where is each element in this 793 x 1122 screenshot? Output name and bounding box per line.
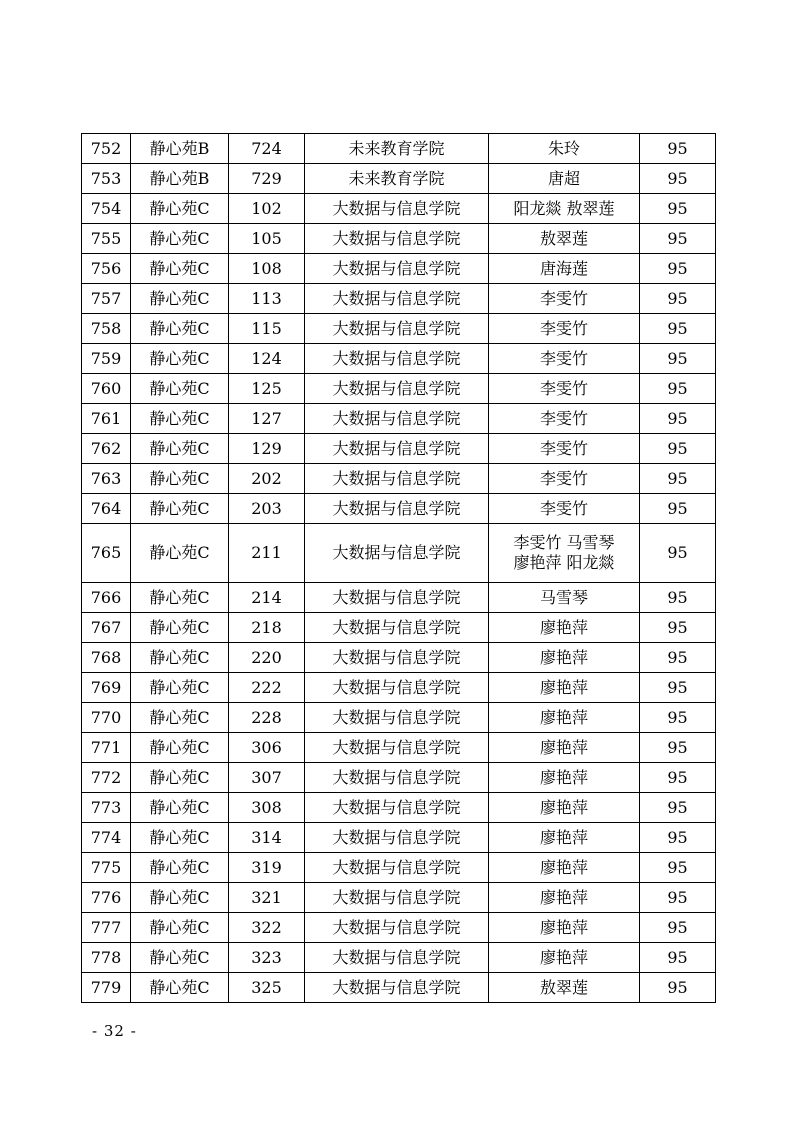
name-line: 李雯竹 马雪琴 (513, 533, 615, 552)
college-cell: 大数据与信息学院 (305, 494, 489, 524)
row-number-cell: 779 (82, 973, 131, 1003)
building-cell: 静心苑C (131, 434, 229, 464)
name-line: 廖艳萍 (539, 737, 588, 757)
room-cell: 222 (229, 673, 305, 703)
room-cell: 129 (229, 434, 305, 464)
name-line: 唐超 (547, 168, 580, 188)
row-number-cell: 753 (82, 164, 131, 194)
row-number-cell: 764 (82, 494, 131, 524)
college-cell: 大数据与信息学院 (305, 763, 489, 793)
score-cell: 95 (640, 853, 716, 883)
score-cell: 95 (640, 763, 716, 793)
room-cell: 228 (229, 703, 305, 733)
college-cell: 大数据与信息学院 (305, 284, 489, 314)
row-number-cell: 776 (82, 883, 131, 913)
table-row (82, 494, 716, 524)
college-cell: 未来教育学院 (305, 134, 489, 164)
row-number-cell: 775 (82, 853, 131, 883)
row-number-cell: 765 (82, 524, 131, 583)
table-row (82, 254, 716, 284)
row-number-cell: 762 (82, 434, 131, 464)
building-cell: 静心苑C (131, 583, 229, 613)
score-cell: 95 (640, 434, 716, 464)
name-line: 李雯竹 (539, 378, 588, 398)
names-cell (489, 643, 640, 673)
name-line: 马雪琴 (539, 587, 588, 607)
college-cell: 大数据与信息学院 (305, 673, 489, 703)
building-cell: 静心苑C (131, 673, 229, 703)
names-cell (489, 224, 640, 254)
names-cell (489, 254, 640, 284)
row-number-cell: 770 (82, 703, 131, 733)
college-cell: 大数据与信息学院 (305, 583, 489, 613)
table-row (82, 613, 716, 643)
college-cell: 大数据与信息学院 (305, 254, 489, 284)
name-line: 敖翠莲 (539, 228, 588, 248)
row-number-cell: 755 (82, 224, 131, 254)
room-cell: 220 (229, 643, 305, 673)
page-number: - 32 - (92, 1022, 137, 1040)
table-row (82, 763, 716, 793)
table-row (82, 464, 716, 494)
building-cell: 静心苑B (131, 134, 229, 164)
name-line: 廖艳萍 (539, 947, 588, 967)
college-cell: 大数据与信息学院 (305, 404, 489, 434)
dorm-score-table (81, 133, 716, 1003)
college-cell: 大数据与信息学院 (305, 194, 489, 224)
table-row (82, 883, 716, 913)
college-cell: 大数据与信息学院 (305, 733, 489, 763)
room-cell: 724 (229, 134, 305, 164)
college-cell: 大数据与信息学院 (305, 703, 489, 733)
building-cell: 静心苑C (131, 793, 229, 823)
building-cell: 静心苑C (131, 733, 229, 763)
row-number-cell: 768 (82, 643, 131, 673)
name-line: 李雯竹 (539, 408, 588, 428)
building-cell: 静心苑C (131, 613, 229, 643)
room-cell: 319 (229, 853, 305, 883)
names-cell (489, 673, 640, 703)
name-line: 廖艳萍 (539, 677, 588, 697)
row-number-cell: 777 (82, 913, 131, 943)
building-cell: 静心苑C (131, 224, 229, 254)
room-cell: 307 (229, 763, 305, 793)
table-row (82, 853, 716, 883)
building-cell: 静心苑C (131, 464, 229, 494)
room-cell: 211 (229, 524, 305, 583)
name-line: 阳龙燚 敖翠莲 (513, 198, 615, 218)
college-cell: 未来教育学院 (305, 164, 489, 194)
table-row (82, 703, 716, 733)
college-cell: 大数据与信息学院 (305, 913, 489, 943)
names-cell (489, 494, 640, 524)
table-row (82, 823, 716, 853)
college-cell: 大数据与信息学院 (305, 883, 489, 913)
score-cell: 95 (640, 374, 716, 404)
row-number-cell: 754 (82, 194, 131, 224)
score-cell: 95 (640, 134, 716, 164)
college-cell: 大数据与信息学院 (305, 224, 489, 254)
table-row (82, 284, 716, 314)
names-cell (489, 524, 640, 583)
score-cell: 95 (640, 254, 716, 284)
room-cell: 202 (229, 464, 305, 494)
room-cell: 322 (229, 913, 305, 943)
names-cell (489, 404, 640, 434)
room-cell: 306 (229, 733, 305, 763)
score-cell: 95 (640, 673, 716, 703)
building-cell: 静心苑C (131, 763, 229, 793)
college-cell: 大数据与信息学院 (305, 524, 489, 583)
table-row (82, 434, 716, 464)
building-cell: 静心苑B (131, 164, 229, 194)
score-cell: 95 (640, 613, 716, 643)
names-cell (489, 314, 640, 344)
college-cell: 大数据与信息学院 (305, 853, 489, 883)
building-cell: 静心苑C (131, 254, 229, 284)
college-cell: 大数据与信息学院 (305, 643, 489, 673)
names-cell (489, 943, 640, 973)
building-cell: 静心苑C (131, 883, 229, 913)
score-cell: 95 (640, 464, 716, 494)
row-number-cell: 769 (82, 673, 131, 703)
table-row (82, 524, 716, 583)
name-line: 敖翠莲 (539, 977, 588, 997)
score-cell: 95 (640, 164, 716, 194)
name-line: 廖艳萍 (539, 707, 588, 727)
college-cell: 大数据与信息学院 (305, 793, 489, 823)
score-cell: 95 (640, 643, 716, 673)
name-line: 李雯竹 (539, 288, 588, 308)
row-number-cell: 759 (82, 344, 131, 374)
building-cell: 静心苑C (131, 284, 229, 314)
row-number-cell: 756 (82, 254, 131, 284)
row-number-cell: 773 (82, 793, 131, 823)
room-cell: 105 (229, 224, 305, 254)
table-row (82, 404, 716, 434)
names-cell (489, 913, 640, 943)
score-cell: 95 (640, 524, 716, 583)
row-number-cell: 763 (82, 464, 131, 494)
table-row (82, 793, 716, 823)
room-cell: 214 (229, 583, 305, 613)
room-cell: 124 (229, 344, 305, 374)
room-cell: 115 (229, 314, 305, 344)
row-number-cell: 760 (82, 374, 131, 404)
row-number-cell: 772 (82, 763, 131, 793)
room-cell: 203 (229, 494, 305, 524)
table-row (82, 224, 716, 254)
building-cell: 静心苑C (131, 404, 229, 434)
names-cell (489, 793, 640, 823)
college-cell: 大数据与信息学院 (305, 464, 489, 494)
room-cell: 127 (229, 404, 305, 434)
table-row (82, 943, 716, 973)
college-cell: 大数据与信息学院 (305, 434, 489, 464)
score-cell: 95 (640, 943, 716, 973)
name-line: 李雯竹 (539, 438, 588, 458)
room-cell: 218 (229, 613, 305, 643)
room-cell: 729 (229, 164, 305, 194)
names-cell (489, 434, 640, 464)
building-cell: 静心苑C (131, 943, 229, 973)
names-cell (489, 464, 640, 494)
names-cell (489, 164, 640, 194)
room-cell: 125 (229, 374, 305, 404)
room-cell: 323 (229, 943, 305, 973)
score-cell: 95 (640, 883, 716, 913)
building-cell: 静心苑C (131, 314, 229, 344)
table-row (82, 913, 716, 943)
table-row (82, 973, 716, 1003)
score-cell: 95 (640, 973, 716, 1003)
names-cell (489, 763, 640, 793)
college-cell: 大数据与信息学院 (305, 973, 489, 1003)
names-cell (489, 374, 640, 404)
row-number-cell: 778 (82, 943, 131, 973)
score-cell: 95 (640, 793, 716, 823)
names-cell (489, 823, 640, 853)
name-line: 廖艳萍 阳龙燚 (513, 553, 615, 572)
score-cell: 95 (640, 583, 716, 613)
names-cell (489, 284, 640, 314)
score-cell: 95 (640, 404, 716, 434)
score-cell: 95 (640, 494, 716, 524)
table-row (82, 164, 716, 194)
name-line: 廖艳萍 (539, 767, 588, 787)
name-line: 李雯竹 (539, 318, 588, 338)
table-row (82, 374, 716, 404)
row-number-cell: 758 (82, 314, 131, 344)
names-cell (489, 853, 640, 883)
building-cell: 静心苑C (131, 703, 229, 733)
score-cell: 95 (640, 284, 716, 314)
names-cell (489, 973, 640, 1003)
row-number-cell: 771 (82, 733, 131, 763)
table-row (82, 134, 716, 164)
table-row (82, 194, 716, 224)
table-row (82, 733, 716, 763)
name-line: 廖艳萍 (539, 857, 588, 877)
names-cell (489, 194, 640, 224)
score-cell: 95 (640, 224, 716, 254)
room-cell: 113 (229, 284, 305, 314)
table-body (82, 134, 716, 1003)
college-cell: 大数据与信息学院 (305, 613, 489, 643)
building-cell: 静心苑C (131, 823, 229, 853)
names-cell (489, 344, 640, 374)
score-cell: 95 (640, 823, 716, 853)
row-number-cell: 752 (82, 134, 131, 164)
score-cell: 95 (640, 194, 716, 224)
name-line: 唐海莲 (539, 258, 588, 278)
name-line: 廖艳萍 (539, 617, 588, 637)
building-cell: 静心苑C (131, 344, 229, 374)
room-cell: 308 (229, 793, 305, 823)
building-cell: 静心苑C (131, 643, 229, 673)
name-line: 李雯竹 (539, 498, 588, 518)
room-cell: 314 (229, 823, 305, 853)
names-cell (489, 583, 640, 613)
row-number-cell: 767 (82, 613, 131, 643)
name-line: 廖艳萍 (539, 647, 588, 667)
name-line: 廖艳萍 (539, 887, 588, 907)
college-cell: 大数据与信息学院 (305, 374, 489, 404)
room-cell: 108 (229, 254, 305, 284)
row-number-cell: 761 (82, 404, 131, 434)
table-row (82, 583, 716, 613)
name-line: 廖艳萍 (539, 917, 588, 937)
college-cell: 大数据与信息学院 (305, 344, 489, 374)
names-cell (489, 703, 640, 733)
names-cell (489, 733, 640, 763)
building-cell: 静心苑C (131, 973, 229, 1003)
name-line: 朱玲 (547, 138, 580, 158)
names-cell (489, 613, 640, 643)
score-cell: 95 (640, 314, 716, 344)
score-cell: 95 (640, 733, 716, 763)
row-number-cell: 774 (82, 823, 131, 853)
room-cell: 321 (229, 883, 305, 913)
row-number-cell: 757 (82, 284, 131, 314)
table-row (82, 344, 716, 374)
table-row (82, 314, 716, 344)
table-row (82, 643, 716, 673)
names-cell (489, 883, 640, 913)
name-line: 李雯竹 (539, 348, 588, 368)
names-cell (489, 134, 640, 164)
building-cell: 静心苑C (131, 524, 229, 583)
score-cell: 95 (640, 344, 716, 374)
college-cell: 大数据与信息学院 (305, 943, 489, 973)
name-line: 廖艳萍 (539, 797, 588, 817)
building-cell: 静心苑C (131, 913, 229, 943)
building-cell: 静心苑C (131, 374, 229, 404)
college-cell: 大数据与信息学院 (305, 823, 489, 853)
building-cell: 静心苑C (131, 494, 229, 524)
room-cell: 325 (229, 973, 305, 1003)
college-cell: 大数据与信息学院 (305, 314, 489, 344)
name-line: 李雯竹 (539, 468, 588, 488)
score-cell: 95 (640, 703, 716, 733)
building-cell: 静心苑C (131, 853, 229, 883)
room-cell: 102 (229, 194, 305, 224)
name-line: 廖艳萍 (539, 827, 588, 847)
row-number-cell: 766 (82, 583, 131, 613)
building-cell: 静心苑C (131, 194, 229, 224)
table-row (82, 673, 716, 703)
score-cell: 95 (640, 913, 716, 943)
